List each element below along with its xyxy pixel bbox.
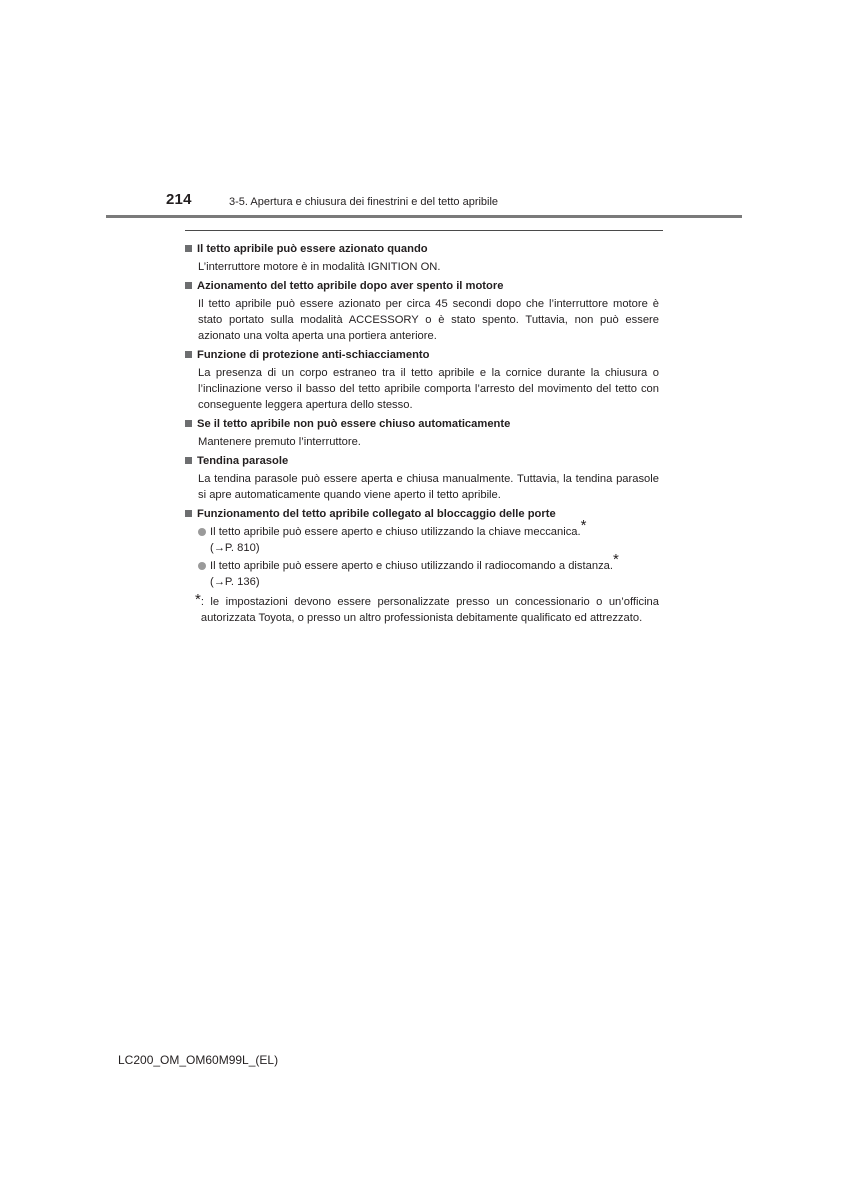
- header-rule: [106, 215, 742, 218]
- list-item: [198, 551, 659, 590]
- section-heading: [185, 241, 659, 257]
- footnote-text: : le impostazioni devono essere personalizzate presso un concessionario o un’officina autorizzata Toyota, o presso un altro professionista debitamente qualificato ed attrezzato.: [200, 596, 659, 624]
- list-item-text: Il tetto apribile può essere aperto e chiuso utilizzando il radiocomando a distanza.: [210, 560, 613, 572]
- page-number: 214: [166, 191, 192, 208]
- square-bullet-icon: [185, 282, 192, 289]
- round-bullet-icon: [198, 562, 206, 570]
- list-item: [198, 517, 659, 556]
- section-heading: [185, 416, 659, 432]
- section-heading-text: Funzionamento del tetto apribile collegato al bloccaggio delle porte: [197, 508, 556, 520]
- section-text: L’interruttore motore è in modalità IGNITION ON.: [198, 261, 441, 273]
- section-title: 3-5. Apertura e chiusura dei finestrini e del tetto apribile: [229, 196, 499, 208]
- list-item-text: Il tetto apribile può essere aperto e chiuso utilizzando la chiave meccanica.: [210, 526, 581, 538]
- asterisk-mark: *: [580, 517, 587, 534]
- square-bullet-icon: [185, 420, 192, 427]
- section-text: La tendina parasole può essere aperta e chiusa manualmente. Tuttavia, la tendina parasole si apre automaticamente quando viene aperto il tetto apribile.: [198, 473, 659, 501]
- section-heading-text: Azionamento del tetto apribile dopo aver spento il motore: [197, 280, 504, 292]
- section-heading-text: Il tetto apribile può essere azionato quando: [197, 243, 428, 255]
- page-reference-link[interactable]: (→P. 136): [210, 576, 260, 588]
- section-heading: [185, 278, 659, 294]
- footnote-asterisk: *: [195, 591, 201, 608]
- section-heading-text: Tendina parasole: [197, 455, 289, 467]
- section-text: La presenza di un corpo estraneo tra il tetto apribile e la cornice durante la chiusura o l’inclinazione verso il basso del tetto apribile comporta l’arresto del movimento del tetto con conseguente leggera apertura dello stesso.: [198, 367, 659, 411]
- square-bullet-icon: [185, 457, 192, 464]
- section-heading: [185, 453, 659, 469]
- content-body: [185, 238, 659, 626]
- square-bullet-icon: [185, 510, 192, 517]
- footnote: [195, 591, 659, 626]
- section-text: Il tetto apribile può essere azionato per circa 45 secondi dopo che l’interruttore motore è stato portato sulla modalità ACCESSORY o è stato spento. Tuttavia, non può essere azionato una volta aperta una portiera anteriore.: [198, 298, 659, 342]
- section-text: Mantenere premuto l’interruttore.: [198, 436, 361, 448]
- square-bullet-icon: [185, 351, 192, 358]
- square-bullet-icon: [185, 245, 192, 252]
- content-rule: [185, 230, 663, 231]
- asterisk-mark: *: [613, 551, 619, 568]
- round-bullet-icon: [198, 528, 206, 536]
- page-reference-link[interactable]: (→P. 810): [210, 542, 260, 554]
- section-heading-text: Se il tetto apribile non può essere chiuso automaticamente: [197, 418, 511, 430]
- section-heading: [185, 506, 659, 522]
- section-heading-text: Funzione di protezione anti-schiacciamento: [197, 349, 430, 361]
- document-code: LC200_OM_OM60M99L_(EL): [118, 1053, 279, 1067]
- section-heading: [185, 347, 659, 363]
